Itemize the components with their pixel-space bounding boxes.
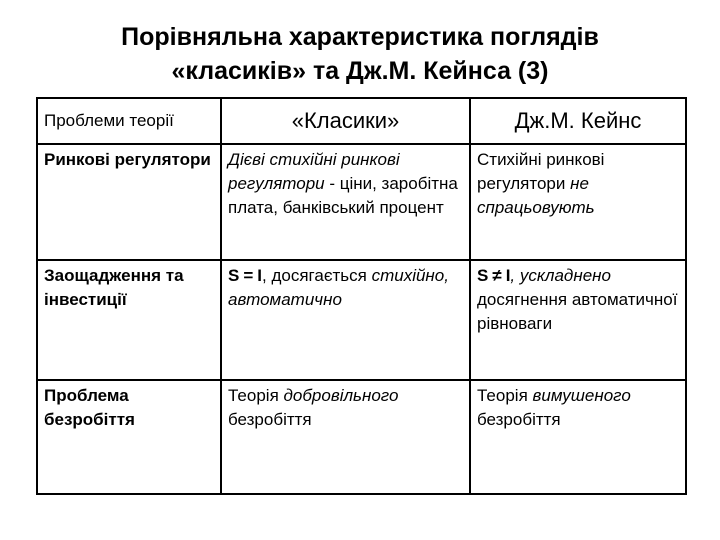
slide-title-line-1: Порівняльна характеристика поглядів <box>121 23 599 51</box>
equals-symbol: = <box>243 266 254 285</box>
cell-text: Теорія <box>477 386 533 405</box>
cell-classics-unemployment <box>221 380 470 494</box>
cell-italic-text: , ускладнено <box>510 266 611 285</box>
cell-text: , досягається <box>262 266 372 285</box>
cell-text: - ціни, заробітна плата, банківський процент <box>228 174 458 217</box>
cell-classics-market-regulators <box>221 144 470 260</box>
cell-text: безробіття <box>477 410 561 429</box>
table-header-row <box>37 98 686 144</box>
row-label-savings-investment: Заощадження та інвестиції <box>37 260 221 380</box>
slide-title-line-2: «класиків» та Дж.М. Кейнса (3) <box>171 57 549 85</box>
table-row <box>37 380 686 494</box>
cell-text: досягнення автоматичної рівноваги <box>477 290 678 333</box>
cell-text: безробіття <box>228 410 312 429</box>
cell-keynes-market-regulators <box>470 144 686 260</box>
comparison-table <box>36 97 687 495</box>
savings-symbol: S <box>228 266 240 285</box>
cell-italic-text: Дієві стихійні ринкові регулятори <box>228 150 400 193</box>
cell-text: Теорія <box>228 386 284 405</box>
cell-italic-text: не спрацьовують <box>477 174 595 217</box>
header-classics: «Класики» <box>221 98 470 144</box>
investment-symbol: I <box>505 266 511 285</box>
header-problems: Проблеми теорії <box>37 98 221 144</box>
cell-text: Стихійні ринкові регулятори <box>477 150 605 193</box>
cell-keynes-savings-investment <box>470 260 686 380</box>
savings-symbol: S <box>477 266 489 285</box>
not-equal-symbol: ≠ <box>492 266 502 285</box>
cell-italic-text: стихійно, автоматично <box>228 266 449 309</box>
investment-symbol: I <box>257 266 263 285</box>
row-label-unemployment: Проблема безробіття <box>37 380 221 494</box>
cell-italic-text: добровільного <box>283 386 399 405</box>
slide-title <box>0 20 720 88</box>
table-row <box>37 144 686 260</box>
cell-classics-savings-investment <box>221 260 470 380</box>
row-label-market-regulators: Ринкові регулятори <box>37 144 221 260</box>
table-row <box>37 260 686 380</box>
cell-italic-text: вимушеного <box>532 386 631 405</box>
cell-keynes-unemployment <box>470 380 686 494</box>
header-keynes: Дж.М. Кейнс <box>470 98 686 144</box>
